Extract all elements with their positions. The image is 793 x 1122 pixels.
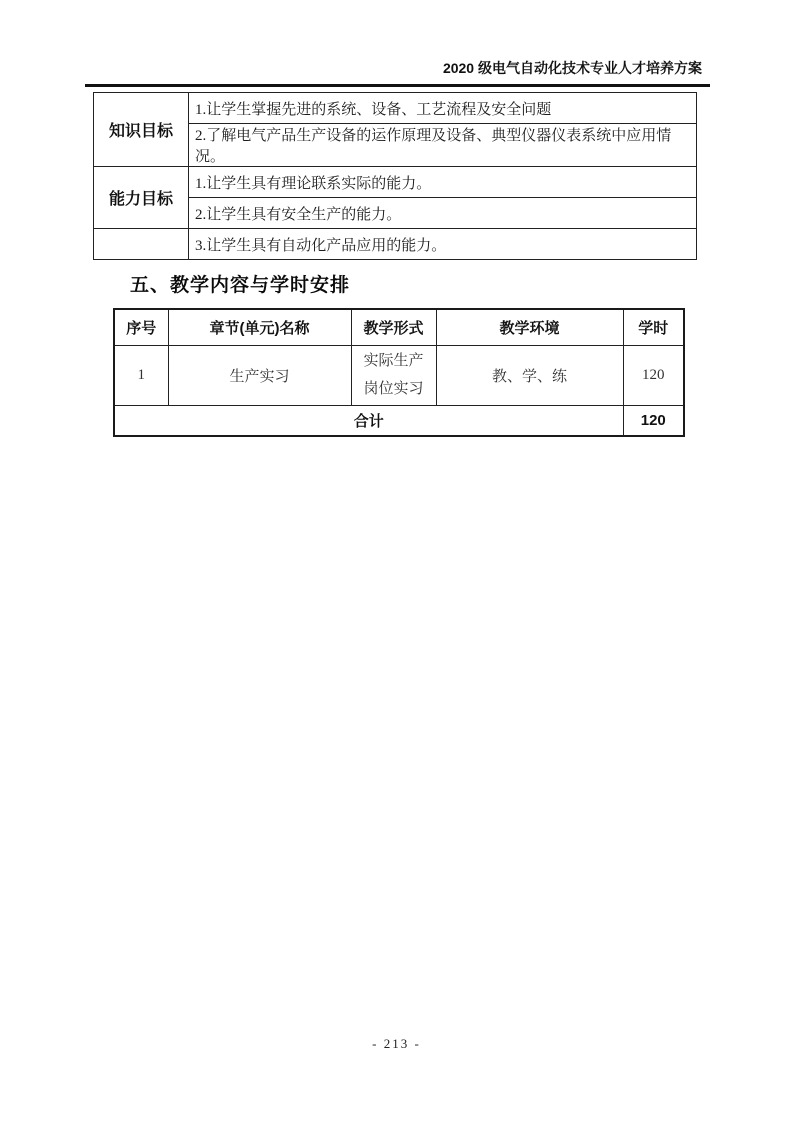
schedule-table bbox=[113, 308, 685, 437]
objective-item: 3.让学生具有自动化产品应用的能力。 bbox=[189, 229, 697, 260]
objective-item: 2.让学生具有安全生产的能力。 bbox=[189, 198, 697, 229]
header-rule bbox=[85, 84, 710, 87]
objective-category-empty bbox=[94, 229, 189, 260]
section-heading: 五、教学内容与学时安排 bbox=[130, 275, 351, 296]
cell-teaching-environment: 教、学、练 bbox=[436, 345, 623, 405]
objective-item: 1.让学生掌握先进的系统、设备、工艺流程及安全问题 bbox=[189, 93, 697, 124]
table-header-row bbox=[114, 309, 684, 345]
cell-row-no: 1 bbox=[114, 345, 168, 405]
column-header-teaching-environment: 教学环境 bbox=[436, 309, 623, 345]
cell-teaching-form: 实际生产岗位实习 bbox=[351, 345, 436, 405]
objective-item: 2.了解电气产品生产设备的运作原理及设备、典型仪器仪表系统中应用情况。 bbox=[189, 124, 697, 167]
column-header-chapter-name: 章节(单元)名称 bbox=[168, 309, 351, 345]
total-label: 合计 bbox=[114, 405, 623, 436]
total-hours: 120 bbox=[623, 405, 684, 436]
content-area bbox=[85, 0, 710, 437]
cell-hours: 120 bbox=[623, 345, 684, 405]
column-header-no: 序号 bbox=[114, 309, 168, 345]
objectives-table bbox=[93, 92, 697, 260]
table-total-row bbox=[114, 405, 684, 436]
table-row bbox=[114, 345, 684, 405]
column-header-hours: 学时 bbox=[623, 309, 684, 345]
table-row bbox=[94, 229, 697, 260]
objective-category-knowledge: 知识目标 bbox=[94, 93, 189, 167]
table-row bbox=[94, 167, 697, 198]
column-header-teaching-form: 教学形式 bbox=[351, 309, 436, 345]
objective-category-ability: 能力目标 bbox=[94, 167, 189, 229]
page-number: - 213 - bbox=[372, 1036, 421, 1051]
page-header-title: 2020 级电气自动化技术专业人才培养方案 bbox=[442, 60, 702, 76]
cell-chapter-name: 生产实习 bbox=[168, 345, 351, 405]
table-row bbox=[94, 93, 697, 124]
objective-item: 1.让学生具有理论联系实际的能力。 bbox=[189, 167, 697, 198]
